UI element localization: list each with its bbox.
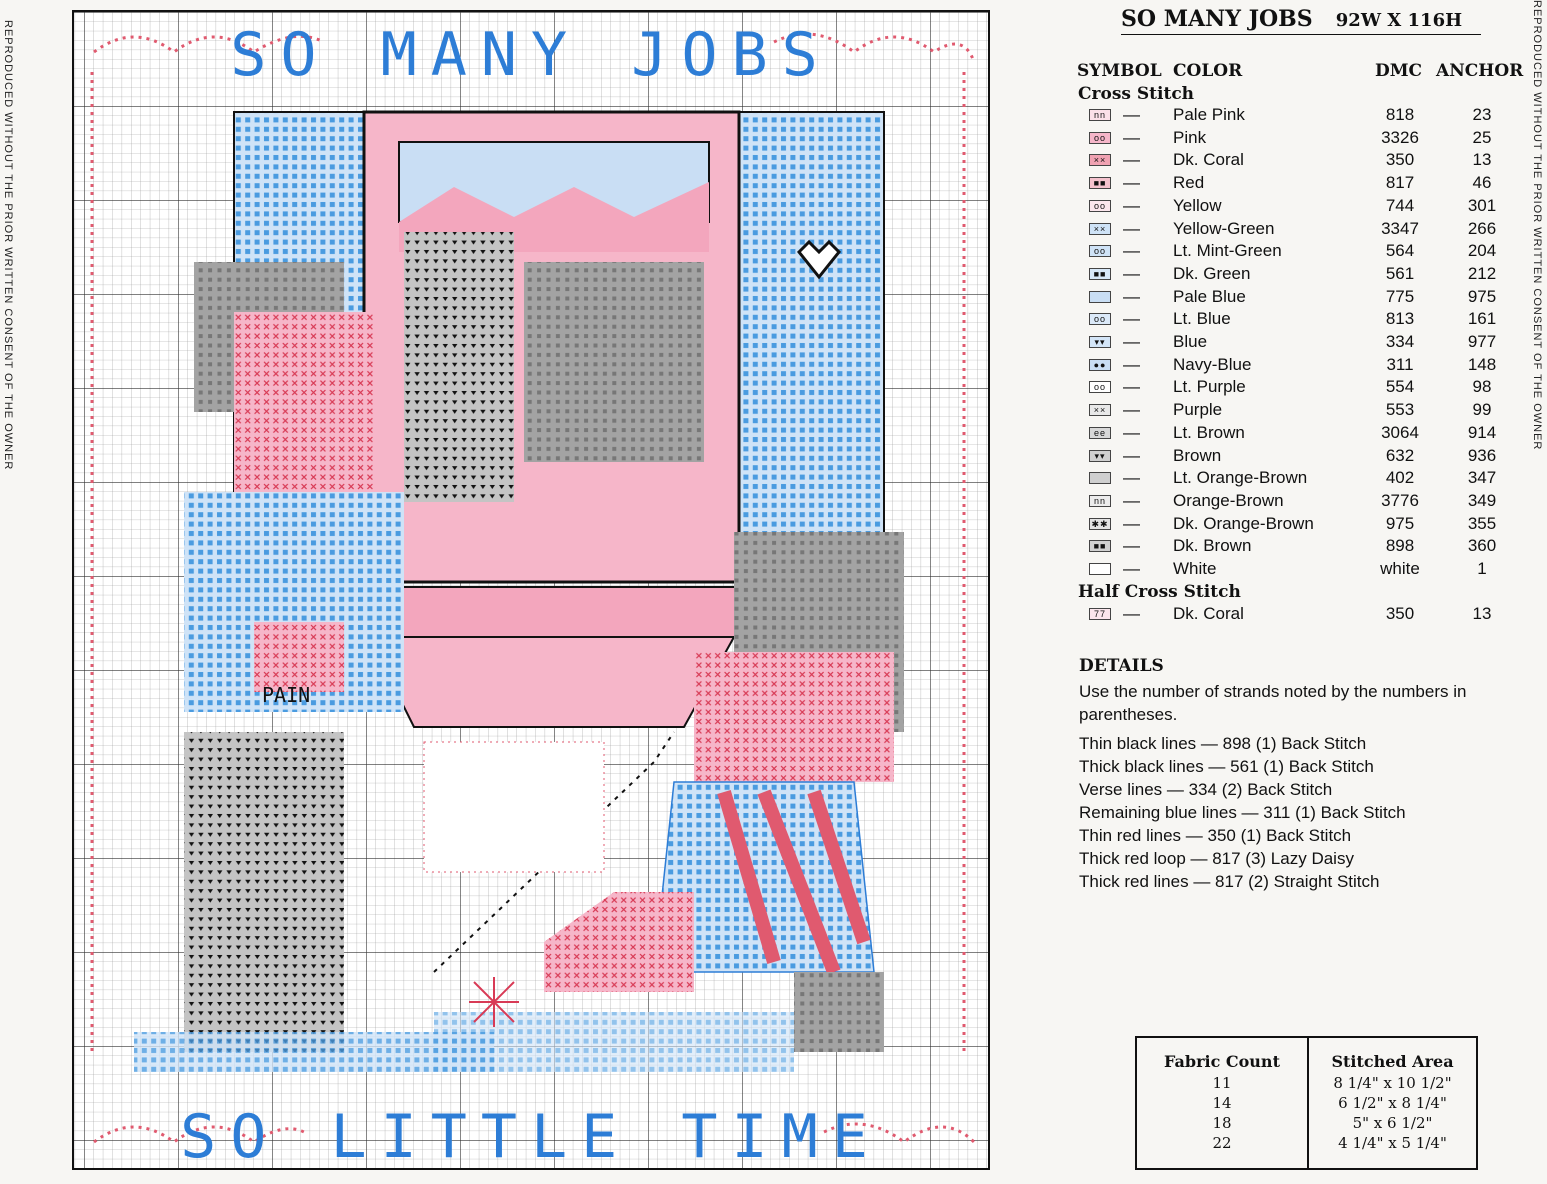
copyright-edge-left bbox=[0, 0, 18, 1184]
dmc-number: 3064 bbox=[1381, 422, 1419, 442]
color-name: Navy-Blue bbox=[1173, 354, 1252, 374]
stitched-area-column bbox=[1309, 1038, 1476, 1168]
anchor-number: 212 bbox=[1467, 263, 1497, 283]
key-dash: — bbox=[1123, 490, 1140, 510]
anchor-number: 975 bbox=[1467, 286, 1497, 306]
key-dash: — bbox=[1123, 309, 1140, 329]
anchor-number: 161 bbox=[1467, 309, 1497, 329]
dmc-number: 561 bbox=[1385, 263, 1415, 283]
verse-bottom: SO LITTLE TIME bbox=[180, 1102, 882, 1170]
key-dash: — bbox=[1123, 559, 1140, 578]
fabric-count-value: 18 bbox=[1212, 1114, 1232, 1132]
dmc-number: 553 bbox=[1385, 400, 1415, 420]
anchor-number: 355 bbox=[1467, 513, 1497, 533]
header-anchor: ANCHOR bbox=[1436, 61, 1524, 81]
color-name: Yellow-Green bbox=[1173, 218, 1275, 238]
key-dash: — bbox=[1123, 445, 1140, 465]
key-row bbox=[1077, 377, 1527, 399]
fabric-count-header: Fabric Count bbox=[1164, 1052, 1280, 1071]
anchor-number: 301 bbox=[1467, 195, 1497, 215]
key-row bbox=[1077, 128, 1527, 150]
color-swatch: ee bbox=[1089, 427, 1111, 439]
color-swatch: ✱✱ bbox=[1089, 518, 1111, 530]
key-row bbox=[1077, 241, 1527, 263]
detail-line: Remaining blue lines — 311 (1) Back Stitch bbox=[1079, 803, 1406, 822]
stitched-area-header: Stitched Area bbox=[1331, 1052, 1454, 1071]
key-dash: — bbox=[1123, 105, 1140, 124]
color-swatch: ●● bbox=[1089, 359, 1111, 371]
dmc-number: 3326 bbox=[1381, 127, 1419, 147]
color-name: Lt. Brown bbox=[1173, 422, 1245, 442]
detail-line: Thick red lines — 817 (2) Straight Stitch bbox=[1079, 872, 1380, 891]
color-swatch: oo bbox=[1089, 381, 1111, 393]
copyright-text-left: REPRODUCED WITHOUT THE PRIOR WRITTEN CONSENT OF THE OWNER bbox=[2, 20, 14, 471]
details-heading: DETAILS bbox=[1079, 656, 1164, 676]
key-dash: — bbox=[1123, 604, 1140, 623]
stitched-area-value: 4 1/4" x 5 1/4" bbox=[1338, 1134, 1447, 1152]
key-dash: — bbox=[1123, 332, 1140, 351]
dmc-number: 554 bbox=[1385, 377, 1415, 397]
dmc-number: 350 bbox=[1385, 604, 1415, 623]
fabric-count-column bbox=[1137, 1038, 1309, 1168]
key-dash: — bbox=[1123, 195, 1140, 215]
dmc-number: 3347 bbox=[1381, 218, 1419, 238]
color-swatch: oo bbox=[1089, 200, 1111, 212]
color-name: Blue bbox=[1173, 332, 1208, 351]
anchor-number: 914 bbox=[1467, 422, 1497, 442]
color-name: Dk. Coral bbox=[1173, 150, 1244, 170]
key-row bbox=[1077, 423, 1527, 445]
color-swatch bbox=[1089, 563, 1111, 575]
fabric-count-value: 11 bbox=[1212, 1074, 1232, 1092]
color-name: Pale Blue bbox=[1173, 286, 1246, 306]
anchor-number: 25 bbox=[1472, 127, 1492, 147]
anchor-number: 13 bbox=[1472, 604, 1492, 623]
key-row bbox=[1077, 173, 1527, 195]
key-row bbox=[1077, 196, 1527, 218]
color-swatch: ×× bbox=[1089, 154, 1111, 166]
key-dash: — bbox=[1123, 536, 1140, 556]
detail-line: Thick red loop — 817 (3) Lazy Daisy bbox=[1079, 849, 1354, 868]
anchor-number: 347 bbox=[1467, 468, 1497, 488]
key-row bbox=[1077, 400, 1527, 422]
anchor-number: 148 bbox=[1467, 354, 1497, 374]
key-dash: — bbox=[1123, 173, 1140, 193]
key-dash: — bbox=[1123, 400, 1140, 420]
color-swatch: 77 bbox=[1089, 608, 1111, 620]
dmc-number: 311 bbox=[1386, 354, 1414, 374]
key-dash: — bbox=[1123, 286, 1140, 306]
cross-stitch-chart bbox=[72, 10, 990, 1170]
color-swatch bbox=[1089, 472, 1111, 484]
key-dash: — bbox=[1123, 422, 1140, 442]
key-row bbox=[1077, 355, 1527, 377]
color-name: Lt. Mint-Green bbox=[1173, 241, 1282, 261]
anchor-number: 23 bbox=[1472, 105, 1492, 124]
cross-stitch-label: Cross Stitch bbox=[1078, 84, 1195, 104]
key-row bbox=[1077, 105, 1527, 127]
key-dash: — bbox=[1123, 377, 1140, 397]
color-name: Lt. Purple bbox=[1173, 377, 1246, 397]
apron-text: PAIN bbox=[262, 683, 311, 707]
header-color: COLOR bbox=[1173, 61, 1243, 81]
anchor-number: 977 bbox=[1467, 332, 1497, 351]
color-name: Brown bbox=[1173, 445, 1222, 465]
dmc-number: 3776 bbox=[1381, 490, 1419, 510]
color-name: Lt. Orange-Brown bbox=[1173, 468, 1308, 488]
color-swatch: nn bbox=[1089, 109, 1111, 121]
anchor-number: 936 bbox=[1467, 445, 1497, 465]
color-name: Dk. Green bbox=[1173, 263, 1251, 283]
anchor-number: 349 bbox=[1467, 490, 1497, 510]
dmc-number: 818 bbox=[1385, 105, 1415, 124]
key-dash: — bbox=[1123, 468, 1140, 488]
detail-line: Thin red lines — 350 (1) Back Stitch bbox=[1079, 826, 1352, 845]
key-row bbox=[1077, 514, 1527, 536]
dmc-number: 898 bbox=[1385, 536, 1415, 556]
fabric-count-value: 14 bbox=[1212, 1094, 1232, 1112]
key-row bbox=[1077, 536, 1527, 558]
color-swatch: ■■ bbox=[1089, 177, 1111, 189]
dmc-number: white bbox=[1380, 559, 1420, 578]
key-row bbox=[1077, 468, 1527, 490]
header-dmc: DMC bbox=[1375, 61, 1423, 81]
key-dash: — bbox=[1123, 241, 1140, 261]
color-swatch bbox=[1089, 291, 1111, 303]
stitched-area-value: 5" x 6 1/2" bbox=[1352, 1114, 1433, 1132]
half-cross-label: Half Cross Stitch bbox=[1078, 582, 1241, 602]
color-swatch: ▾▾ bbox=[1089, 450, 1111, 462]
dmc-number: 744 bbox=[1385, 195, 1415, 215]
anchor-number: 13 bbox=[1472, 150, 1492, 170]
key-dash: — bbox=[1123, 513, 1140, 533]
chart-drawing bbox=[74, 12, 990, 1170]
key-dash: — bbox=[1123, 218, 1140, 238]
anchor-number: 46 bbox=[1472, 173, 1492, 193]
color-name: Dk. Brown bbox=[1173, 536, 1252, 556]
details-intro: Use the number of strands noted by the numbers in parentheses. bbox=[1079, 682, 1467, 724]
color-name: Yellow bbox=[1173, 195, 1222, 215]
title-line bbox=[1121, 6, 1481, 35]
color-name: Dk. Orange-Brown bbox=[1173, 513, 1314, 533]
key-row bbox=[1077, 559, 1527, 581]
key-row bbox=[1077, 332, 1527, 354]
dmc-number: 813 bbox=[1385, 309, 1415, 329]
dmc-number: 632 bbox=[1385, 445, 1415, 465]
fabric-count-table bbox=[1135, 1036, 1478, 1170]
design-size: 92W X 116H bbox=[1335, 10, 1463, 31]
color-swatch: oo bbox=[1089, 245, 1111, 257]
detail-line: Thick black lines — 561 (1) Back Stitch bbox=[1079, 757, 1374, 776]
anchor-number: 99 bbox=[1472, 400, 1492, 420]
details-section bbox=[1079, 656, 1519, 893]
key-row bbox=[1077, 604, 1527, 626]
color-swatch: ×× bbox=[1089, 223, 1111, 235]
dmc-number: 975 bbox=[1385, 513, 1415, 533]
key-dash: — bbox=[1123, 354, 1140, 374]
dmc-number: 350 bbox=[1385, 150, 1415, 170]
sparkle-icon bbox=[469, 977, 519, 1027]
dmc-number: 775 bbox=[1385, 286, 1415, 306]
key-row bbox=[1077, 309, 1527, 331]
anchor-number: 360 bbox=[1467, 536, 1497, 556]
color-swatch: ■■ bbox=[1089, 268, 1111, 280]
color-name: Red bbox=[1173, 173, 1205, 193]
verse-top: SO MANY JOBS bbox=[230, 20, 832, 90]
color-swatch: oo bbox=[1089, 132, 1111, 144]
color-name: Pink bbox=[1173, 127, 1207, 147]
color-name: Lt. Blue bbox=[1173, 309, 1231, 329]
key-row bbox=[1077, 264, 1527, 286]
key-dash: — bbox=[1123, 127, 1140, 147]
key-row bbox=[1077, 491, 1527, 513]
dmc-number: 402 bbox=[1385, 468, 1415, 488]
detail-line: Thin black lines — 898 (1) Back Stitch bbox=[1079, 734, 1367, 753]
dmc-number: 334 bbox=[1385, 332, 1415, 351]
copyright-edge-right bbox=[1529, 0, 1547, 1184]
dmc-number: 817 bbox=[1385, 173, 1415, 193]
color-name: Orange-Brown bbox=[1173, 490, 1284, 510]
anchor-number: 204 bbox=[1467, 241, 1497, 261]
color-name: Purple bbox=[1173, 400, 1223, 420]
color-swatch: ×× bbox=[1089, 404, 1111, 416]
color-swatch: ▾▾ bbox=[1089, 336, 1111, 348]
details-lines bbox=[1079, 732, 1519, 893]
color-swatch: oo bbox=[1089, 313, 1111, 325]
key-dash: — bbox=[1123, 150, 1140, 170]
anchor-number: 1 bbox=[1477, 559, 1487, 578]
color-name: Dk. Coral bbox=[1173, 604, 1244, 623]
key-dash: — bbox=[1123, 263, 1140, 283]
color-swatch: ■■ bbox=[1089, 540, 1111, 552]
key-row bbox=[1077, 287, 1527, 309]
key-row bbox=[1077, 219, 1527, 241]
dmc-number: 564 bbox=[1385, 241, 1415, 261]
color-name: Pale Pink bbox=[1173, 105, 1245, 124]
color-name: White bbox=[1173, 559, 1217, 578]
anchor-number: 98 bbox=[1472, 377, 1492, 397]
key-row bbox=[1077, 446, 1527, 468]
anchor-number: 266 bbox=[1467, 218, 1497, 238]
color-swatch: nn bbox=[1089, 495, 1111, 507]
detail-line: Verse lines — 334 (2) Back Stitch bbox=[1079, 780, 1333, 799]
stitched-area-value: 6 1/2" x 8 1/4" bbox=[1338, 1094, 1447, 1112]
copyright-text-right: REPRODUCED WITHOUT THE PRIOR WRITTEN CONSENT OF THE OWNER bbox=[1531, 0, 1543, 451]
fabric-count-value: 22 bbox=[1212, 1134, 1232, 1152]
header-symbol: SYMBOL bbox=[1077, 61, 1162, 81]
stitched-area-value: 8 1/4" x 10 1/2" bbox=[1333, 1074, 1452, 1092]
page-title: SO MANY JOBS bbox=[1121, 6, 1313, 32]
key-row bbox=[1077, 150, 1527, 172]
